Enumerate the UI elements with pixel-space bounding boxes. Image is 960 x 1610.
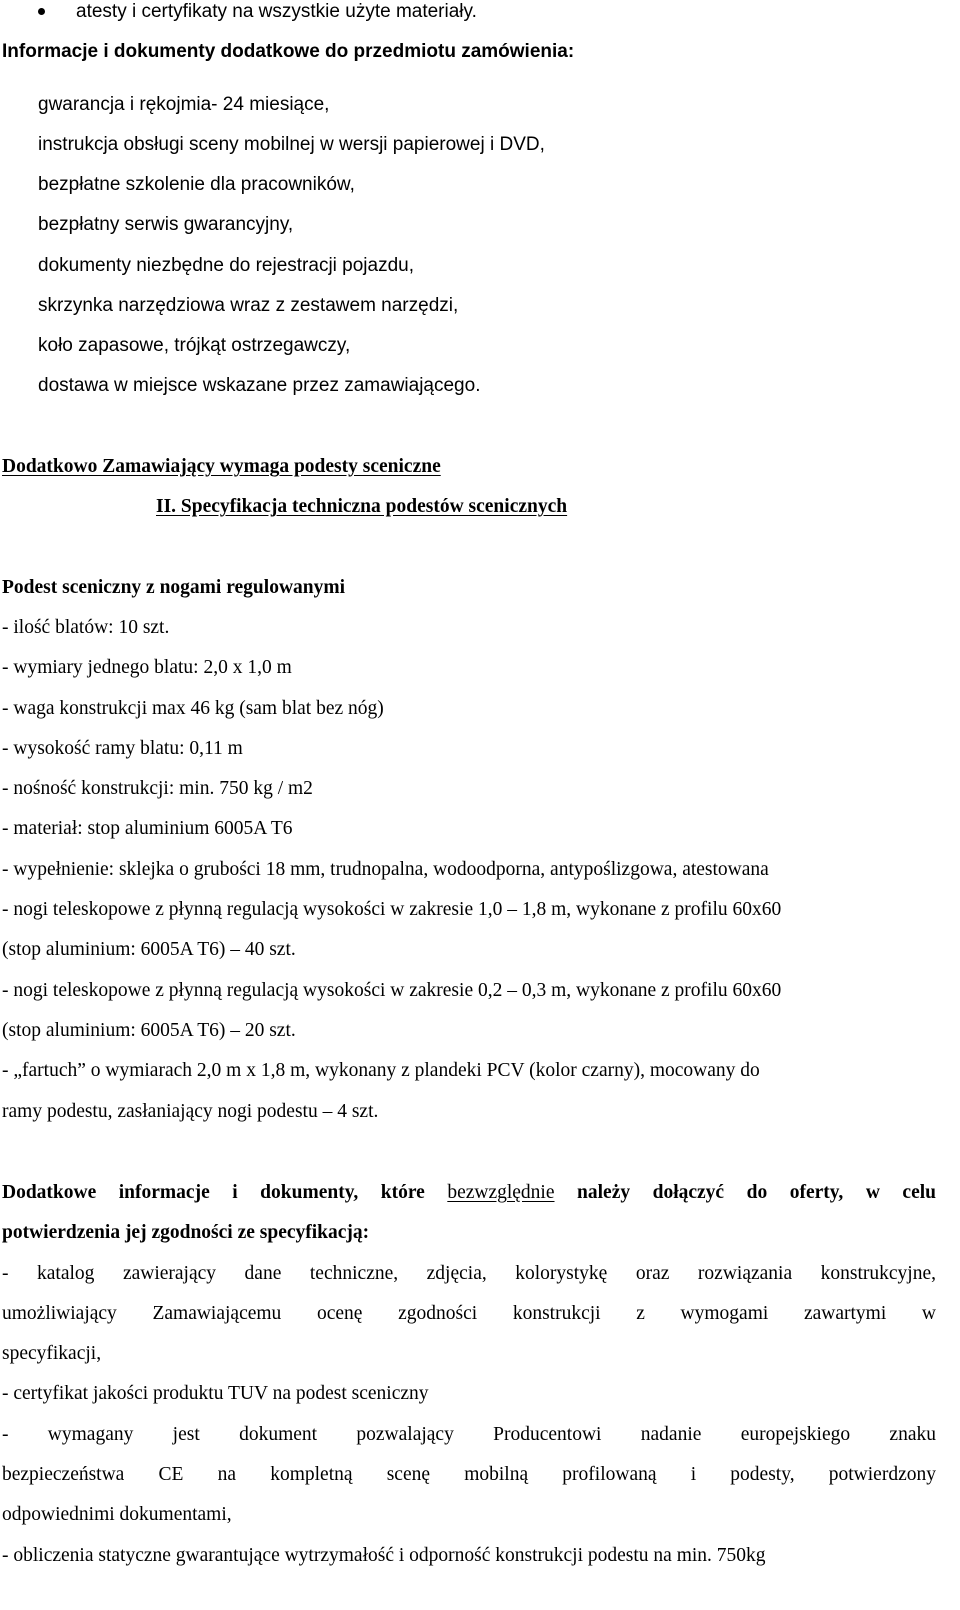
doc-line: - katalog zawierający dane techniczne, zdjęcia, kolorystykę oraz rozwiązania konstrukcyjne, xyxy=(2,1263,936,1284)
heading-text: Dodatkowe informacje i dokumenty, które xyxy=(2,1182,448,1203)
spec-line: - ilość blatów: 10 szt. xyxy=(2,617,170,638)
doc-line: umożliwiający Zamawiającemu ocenę zgodności konstrukcji z wymogami zawartymi w xyxy=(2,1303,936,1324)
spec-line: - „fartuch” o wymiarach 2,0 m x 1,8 m, wykonany z plandeki PCV (kolor czarny), mocowany do xyxy=(2,1060,760,1081)
spec-line: - nośność konstrukcji: min. 750 kg / m2 xyxy=(2,778,313,799)
docs-item: instrukcja obsługi sceny mobilnej w wersji papierowej i DVD, xyxy=(38,134,545,155)
additional-docs-heading-line2: potwierdzenia jej zgodności ze specyfikacją: xyxy=(2,1222,370,1243)
docs-item: dostawa w miejsce wskazane przez zamawiającego. xyxy=(38,375,481,396)
spec-line: - wysokość ramy blatu: 0,11 m xyxy=(2,738,243,759)
spec-line: - materiał: stop aluminium 6005A T6 xyxy=(2,818,293,839)
docs-item: gwarancja i rękojmia- 24 miesiące, xyxy=(38,94,330,115)
docs-item: koło zapasowe, trójkąt ostrzegawczy, xyxy=(38,335,351,356)
docs-item: bezpłatne szkolenie dla pracowników, xyxy=(38,174,355,195)
spec-line: - waga konstrukcji max 46 kg (sam blat bez nóg) xyxy=(2,698,384,719)
subheading: Podest sceniczny z nogami regulowanymi xyxy=(2,577,346,598)
spec-line: ramy podestu, zasłaniający nogi podestu – 4 szt. xyxy=(2,1101,379,1122)
spec-line: - nogi teleskopowe z płynną regulacją wysokości w zakresie 1,0 – 1,8 m, wykonane z profilu 60x60 xyxy=(2,899,782,920)
doc-line: - certyfikat jakości produktu TUV na podest sceniczny xyxy=(2,1383,429,1404)
doc-line: specyfikacji, xyxy=(2,1343,102,1364)
heading-emphasis: bezwzględnie xyxy=(447,1182,555,1203)
bullet-icon xyxy=(38,8,45,15)
heading-text: należy dołączyć do oferty, w celu xyxy=(554,1182,936,1203)
doc-line: - obliczenia statyczne gwarantujące wytrzymałość i odporność konstrukcji podestu na min. 750kg xyxy=(2,1545,766,1566)
doc-line: odpowiednimi dokumentami, xyxy=(2,1504,232,1525)
additional-docs-heading xyxy=(2,1183,936,1203)
spec-line: - wymiary jednego blatu: 2,0 x 1,0 m xyxy=(2,657,292,678)
docs-item: bezpłatny serwis gwarancyjny, xyxy=(38,214,294,235)
section-heading: II. Specyfikacja techniczna podestów scenicznych xyxy=(156,496,568,517)
doc-line: - wymagany jest dokument pozwalający Producentowi nadanie europejskiego znaku xyxy=(2,1424,936,1445)
docs-heading: Informacje i dokumenty dodatkowe do przedmiotu zamówienia: xyxy=(2,41,575,62)
docs-item: dokumenty niezbędne do rejestracji pojazdu, xyxy=(38,255,415,276)
spec-line: - wypełnienie: sklejka o grubości 18 mm, trudnopalna, wodoodporna, antypoślizgowa, atestowana xyxy=(2,859,769,880)
spec-line: (stop aluminium: 6005A T6) – 20 szt. xyxy=(2,1020,296,1041)
extra-heading: Dodatkowo Zamawiający wymaga podesty sceniczne xyxy=(2,456,441,477)
spec-line: (stop aluminium: 6005A T6) – 40 szt. xyxy=(2,939,296,960)
spec-line: - nogi teleskopowe z płynną regulacją wysokości w zakresie 0,2 – 0,3 m, wykonane z profilu 60x60 xyxy=(2,980,782,1001)
doc-line: bezpieczeństwa CE na kompletną scenę mobilną profilowaną i podesty, potwierdzony xyxy=(2,1464,936,1485)
bullet-item: atesty i certyfikaty na wszystkie użyte materiały. xyxy=(76,1,477,22)
docs-item: skrzynka narzędziowa wraz z zestawem narzędzi, xyxy=(38,295,459,316)
